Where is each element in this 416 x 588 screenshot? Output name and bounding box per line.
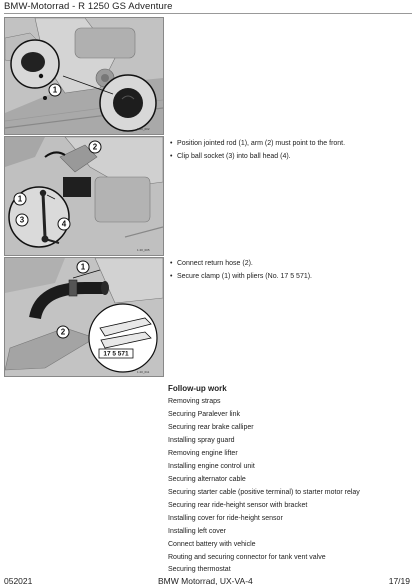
follow-up-item-link[interactable]: Securing thermostat xyxy=(168,566,231,573)
figure-code: 1 20_011 xyxy=(137,370,150,374)
figure-jointed-rod-overview xyxy=(4,17,164,135)
instruction-bullet: • Position jointed rod (1), arm (2) must point to the front. xyxy=(170,140,346,147)
callout-number: 1 xyxy=(52,85,58,95)
figure-1-illustration xyxy=(5,18,163,134)
follow-up-item-link[interactable]: Securing alternator cable xyxy=(168,476,246,483)
footer-page-number: 17/19 xyxy=(388,576,410,586)
callout-number: 2 xyxy=(92,142,98,152)
follow-up-item-link[interactable]: Removing straps xyxy=(168,398,221,405)
figure-return-hose xyxy=(4,257,164,377)
callout-number: 1 xyxy=(80,262,86,272)
follow-up-item-link[interactable]: Removing engine lifter xyxy=(168,450,238,457)
follow-up-item-link[interactable]: Connect battery with vehicle xyxy=(168,541,256,548)
callout-number: 4 xyxy=(61,219,67,229)
follow-up-item-link[interactable]: Installing spray guard xyxy=(168,437,235,444)
callout-number: 3 xyxy=(19,215,25,225)
instruction-bullet: • Connect return hose (2). xyxy=(170,260,253,267)
follow-up-item-link[interactable]: Installing engine control unit xyxy=(168,463,255,470)
figure-2-illustration xyxy=(5,137,163,255)
follow-up-title: Follow-up work xyxy=(168,384,227,393)
instruction-bullet: • Secure clamp (1) with pliers (No. 17 5 571). xyxy=(170,273,312,280)
instruction-bullet: • Clip ball socket (3) into ball head (4). xyxy=(170,153,291,160)
callout-number: 2 xyxy=(60,327,66,337)
document-header-title: BMW-Motorrad - R 1250 GS Adventure xyxy=(4,1,173,12)
header-divider xyxy=(4,13,412,14)
follow-up-item-link[interactable]: Securing rear ride-height sensor with bracket xyxy=(168,502,308,509)
callout-number: 1 xyxy=(17,194,23,204)
follow-up-item-link[interactable]: Installing left cover xyxy=(168,528,226,535)
follow-up-item-link[interactable]: Routing and securing connector for tank vent valve xyxy=(168,554,326,561)
follow-up-item-link[interactable]: Securing starter cable (positive terminal) to starter motor relay xyxy=(168,489,360,496)
footer-source: BMW Motorrad, UX-VA-4 xyxy=(158,576,253,586)
follow-up-item-link[interactable]: Securing Paralever link xyxy=(168,411,240,418)
figure-jointed-rod-detail xyxy=(4,136,164,256)
footer-date: 052021 xyxy=(4,576,33,586)
follow-up-item-link[interactable]: Installing cover for ride-height sensor xyxy=(168,515,283,522)
figure-code: 1 20_002 xyxy=(137,127,150,131)
figure-3-illustration xyxy=(5,258,163,376)
follow-up-item-link[interactable]: Securing rear brake calliper xyxy=(168,424,254,431)
tool-number-label: 17 5 571 xyxy=(103,350,129,358)
figure-code: 1 20_005 xyxy=(137,248,150,252)
